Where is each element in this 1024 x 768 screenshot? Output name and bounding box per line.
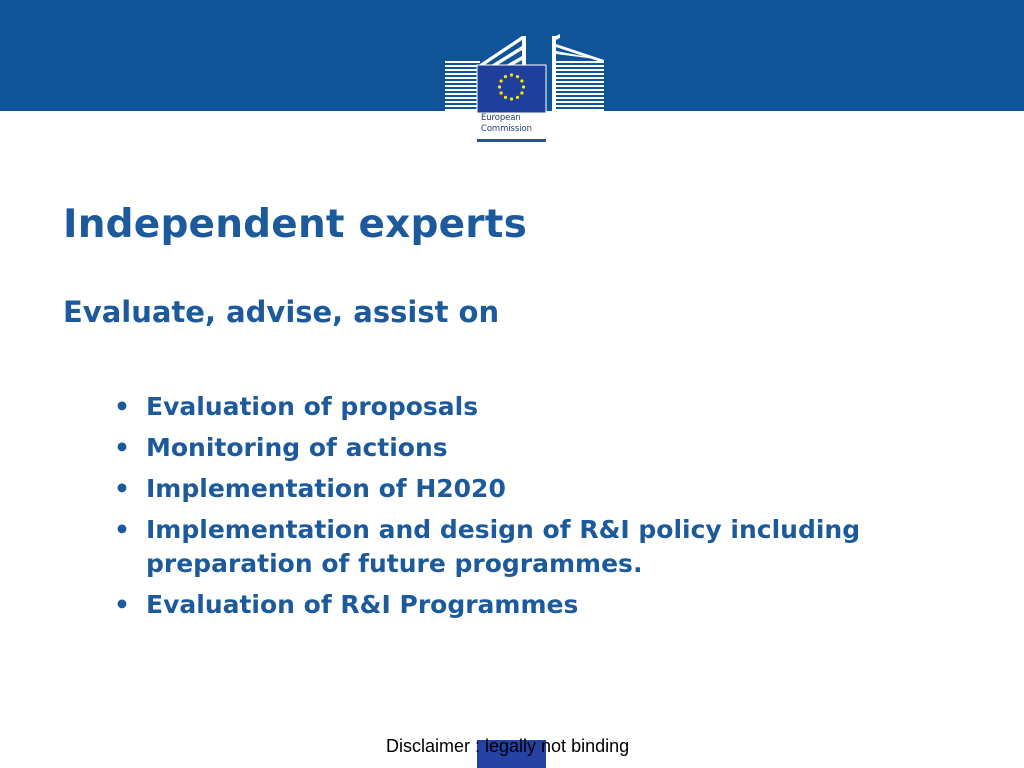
bullet-marker: • (114, 433, 130, 462)
logo-underline (477, 139, 546, 142)
bullet-item (112, 472, 992, 506)
bullet-marker: • (114, 515, 130, 544)
bullet-marker: • (114, 590, 130, 619)
slide-title: Independent experts (63, 202, 527, 247)
logo-text-line1: European (481, 113, 521, 123)
bullet-item (112, 588, 992, 622)
bullet-item (112, 513, 992, 581)
bullet-text: Evaluation of proposals (146, 392, 479, 421)
bullet-marker: • (114, 392, 130, 421)
bullet-item (112, 390, 992, 424)
bullet-marker: • (114, 474, 130, 503)
bullet-text: Evaluation of R&I Programmes (146, 590, 579, 619)
logo-text (481, 113, 532, 135)
bullet-text: Implementation of H2020 (146, 474, 506, 503)
logo-text-line2: Commission (481, 124, 532, 134)
bullet-item (112, 431, 992, 465)
bullet-text: Monitoring of actions (146, 433, 448, 462)
bullet-list (112, 390, 992, 629)
bullet-text: Implementation and design of R&I policy including preparation of future programmes. (146, 515, 861, 578)
footer-disclaimer: Disclaimer : legally not binding (386, 736, 630, 756)
slide-subtitle: Evaluate, advise, assist on (63, 295, 500, 329)
